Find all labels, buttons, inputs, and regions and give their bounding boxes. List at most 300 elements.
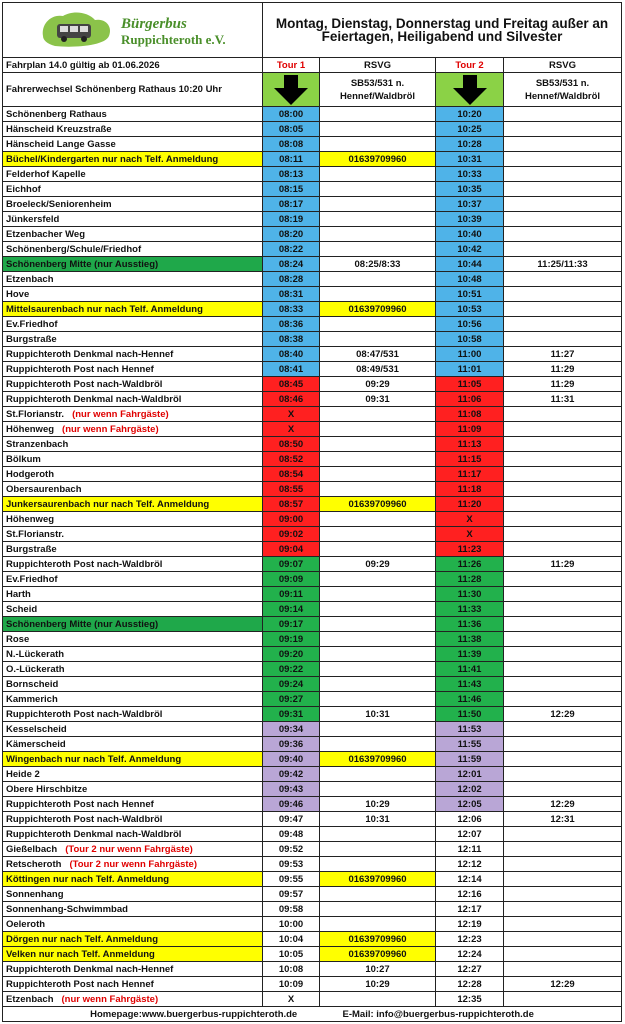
stop-name xyxy=(3,827,263,842)
tour1-time: 08:17 xyxy=(263,197,320,212)
stop-label: Obere Hirschbitze xyxy=(6,783,88,795)
table-row xyxy=(3,947,622,962)
stop-label: Ruppichteroth Post nach-Waldbröl xyxy=(6,708,163,720)
rsvg1-sub-line2: Hennef/Waldbröl xyxy=(339,90,416,102)
table-row xyxy=(3,152,622,167)
tour1-time: 08:55 xyxy=(263,482,320,497)
tour1-time: 09:58 xyxy=(263,902,320,917)
tour2-time: 12:07 xyxy=(436,827,504,842)
tour2-time: 12:24 xyxy=(436,947,504,962)
rsvg2-connection xyxy=(504,947,622,962)
table-row xyxy=(3,377,622,392)
rsvg1-connection xyxy=(320,272,436,287)
stop-label: Felderhof Kapelle xyxy=(6,168,86,180)
stop-label: Rose xyxy=(6,633,30,645)
table-row xyxy=(3,317,622,332)
tour1-time: 09:55 xyxy=(263,872,320,887)
table-row xyxy=(3,557,622,572)
tour2-time: 10:40 xyxy=(436,227,504,242)
rsvg1-connection xyxy=(320,692,436,707)
rsvg2-header: RSVG xyxy=(504,58,622,73)
tour1-arrow-cell xyxy=(263,73,320,107)
tour1-header: Tour 1 xyxy=(263,58,320,73)
stop-label: Bornscheid xyxy=(6,678,59,690)
stop-name xyxy=(3,347,263,362)
tour1-time: X xyxy=(263,422,320,437)
tour2-time: 10:37 xyxy=(436,197,504,212)
tour1-time: 09:04 xyxy=(263,542,320,557)
stop-label: Velken nur nach Telf. Anmeldung xyxy=(6,948,155,960)
stop-name xyxy=(3,332,263,347)
tour2-time: 11:06 xyxy=(436,392,504,407)
stop-name xyxy=(3,467,263,482)
rsvg2-connection xyxy=(504,407,622,422)
table-row xyxy=(3,362,622,377)
rsvg2-connection xyxy=(504,677,622,692)
tour2-time: 12:11 xyxy=(436,842,504,857)
tour1-time: 09:07 xyxy=(263,557,320,572)
stop-label: Burgstraße xyxy=(6,333,57,345)
table-row xyxy=(3,107,622,122)
tour2-time: 10:28 xyxy=(436,137,504,152)
stop-label: Hänscheid Kreuzstraße xyxy=(6,123,112,135)
tour1-time: 09:19 xyxy=(263,632,320,647)
stop-name xyxy=(3,527,263,542)
tour2-time: 12:14 xyxy=(436,872,504,887)
timetable xyxy=(2,2,622,1022)
stop-label: Ruppichteroth Denkmal nach-Waldbröl xyxy=(6,393,182,405)
rsvg2-connection xyxy=(504,482,622,497)
table-row xyxy=(3,182,622,197)
stop-label: Kämerscheid xyxy=(6,738,66,750)
rsvg1-connection xyxy=(320,632,436,647)
rsvg1-sub-line1: SB53/531 n. xyxy=(350,77,405,89)
tour1-time: 08:24 xyxy=(263,257,320,272)
stop-label: Ev.Friedhof xyxy=(6,318,58,330)
tour2-time: 11:26 xyxy=(436,557,504,572)
stop-name xyxy=(3,302,263,317)
rsvg2-connection xyxy=(504,452,622,467)
rsvg1-connection: 08:25/8:33 xyxy=(320,257,436,272)
rsvg1-connection: 08:47/531 xyxy=(320,347,436,362)
stop-label: Höhenweg xyxy=(6,513,55,525)
rsvg1-connection: 10:29 xyxy=(320,977,436,992)
table-row xyxy=(3,392,622,407)
stop-label: Hove xyxy=(6,288,30,300)
table-row xyxy=(3,302,622,317)
tour2-time: 10:31 xyxy=(436,152,504,167)
rsvg1-connection xyxy=(320,602,436,617)
rsvg2-connection xyxy=(504,182,622,197)
tour1-time: 09:47 xyxy=(263,812,320,827)
tour1-time: 08:08 xyxy=(263,137,320,152)
rsvg2-connection: 12:31 xyxy=(504,812,622,827)
table-row xyxy=(3,827,622,842)
stop-name xyxy=(3,572,263,587)
tour2-time: 11:43 xyxy=(436,677,504,692)
rsvg1-connection xyxy=(320,917,436,932)
tour1-time: 08:41 xyxy=(263,362,320,377)
stop-name xyxy=(3,602,263,617)
rsvg2-subheader xyxy=(504,73,622,107)
stop-label: Eichhof xyxy=(6,183,41,195)
tour1-time: 08:33 xyxy=(263,302,320,317)
stop-label: Ruppichteroth Post nach-Waldbröl xyxy=(6,558,163,570)
stop-label: Dörgen nur nach Telf. Anmeldung xyxy=(6,933,158,945)
stop-name xyxy=(3,902,263,917)
tour2-time: 12:01 xyxy=(436,767,504,782)
stop-name xyxy=(3,392,263,407)
rsvg2-connection xyxy=(504,302,622,317)
stop-name xyxy=(3,977,263,992)
stop-name xyxy=(3,287,263,302)
rsvg2-connection xyxy=(504,167,622,182)
stop-label: Heide 2 xyxy=(6,768,40,780)
rsvg2-connection: 12:29 xyxy=(504,977,622,992)
stop-note: (nur wenn Fahrgäste) xyxy=(62,423,159,435)
stop-name xyxy=(3,152,263,167)
tour1-time: 08:54 xyxy=(263,467,320,482)
stop-name xyxy=(3,992,263,1007)
rsvg1-connection xyxy=(320,842,436,857)
rsvg1-connection xyxy=(320,857,436,872)
stop-name xyxy=(3,512,263,527)
tour2-header: Tour 2 xyxy=(436,58,504,73)
stop-label: N.-Lückerath xyxy=(6,648,65,660)
tour1-time: 09:24 xyxy=(263,677,320,692)
tour2-arrow-cell xyxy=(436,73,504,107)
rsvg1-connection xyxy=(320,452,436,467)
tour2-time: 10:39 xyxy=(436,212,504,227)
stop-name xyxy=(3,452,263,467)
rsvg1-connection xyxy=(320,587,436,602)
tour2-time: 11:55 xyxy=(436,737,504,752)
buergerbus-logo-icon xyxy=(33,6,233,54)
stop-name xyxy=(3,767,263,782)
tour1-time: 09:00 xyxy=(263,512,320,527)
stop-name xyxy=(3,707,263,722)
rsvg2-connection xyxy=(504,602,622,617)
stop-name xyxy=(3,377,263,392)
table-row xyxy=(3,407,622,422)
tour1-time: 09:46 xyxy=(263,797,320,812)
rsvg1-connection xyxy=(320,107,436,122)
rsvg1-connection: 10:31 xyxy=(320,812,436,827)
tour1-time: 08:38 xyxy=(263,332,320,347)
stop-label: Kesselscheid xyxy=(6,723,67,735)
rsvg1-connection xyxy=(320,212,436,227)
rsvg2-connection xyxy=(504,722,622,737)
rsvg2-connection xyxy=(504,332,622,347)
tour1-time: 08:36 xyxy=(263,317,320,332)
tour2-time: 11:50 xyxy=(436,707,504,722)
rsvg2-connection xyxy=(504,137,622,152)
table-row xyxy=(3,272,622,287)
table-row xyxy=(3,212,622,227)
rsvg1-connection xyxy=(320,317,436,332)
table-row xyxy=(3,332,622,347)
tour2-time: 10:35 xyxy=(436,182,504,197)
stop-label: St.Florianstr. xyxy=(6,528,65,540)
table-row xyxy=(3,932,622,947)
stop-name xyxy=(3,677,263,692)
tour2-time: 10:53 xyxy=(436,302,504,317)
stop-label: Schönenberg Mitte (nur Ausstieg) xyxy=(6,618,159,630)
tour2-time: 12:16 xyxy=(436,887,504,902)
table-row xyxy=(3,257,622,272)
rsvg2-connection xyxy=(504,512,622,527)
tour2-time: 11:46 xyxy=(436,692,504,707)
rsvg2-connection: 11:29 xyxy=(504,377,622,392)
stop-label: Ruppichteroth Post nach Hennef xyxy=(6,363,154,375)
stop-label: Wingenbach nur nach Telf. Anmeldung xyxy=(6,753,182,765)
stop-label: Oeleroth xyxy=(6,918,46,930)
stop-name xyxy=(3,722,263,737)
stop-label: Schönenberg Mitte (nur Ausstieg) xyxy=(6,258,159,270)
stop-name xyxy=(3,617,263,632)
rsvg1-connection: 01639709960 xyxy=(320,872,436,887)
stop-label: Retscheroth xyxy=(6,858,62,870)
rsvg1-connection xyxy=(320,197,436,212)
tour2-time: 11:09 xyxy=(436,422,504,437)
stop-label: Ruppichteroth Denkmal nach-Hennef xyxy=(6,348,174,360)
stop-name xyxy=(3,587,263,602)
title-line2: Feiertagen, Heiligabend und Silvester xyxy=(321,29,563,44)
rsvg1-connection xyxy=(320,902,436,917)
stop-name xyxy=(3,857,263,872)
rsvg2-connection xyxy=(504,287,622,302)
tour1-time: 08:52 xyxy=(263,452,320,467)
tour2-time: 11:13 xyxy=(436,437,504,452)
tour1-time: 08:31 xyxy=(263,287,320,302)
table-row xyxy=(3,872,622,887)
tour2-time: 12:35 xyxy=(436,992,504,1007)
table-row xyxy=(3,812,622,827)
tour1-time: 09:34 xyxy=(263,722,320,737)
rsvg2-connection: 12:29 xyxy=(504,797,622,812)
stop-name xyxy=(3,122,263,137)
stop-label: Schönenberg Rathaus xyxy=(6,108,107,120)
tour1-time: 08:20 xyxy=(263,227,320,242)
table-row xyxy=(3,122,622,137)
rsvg2-connection xyxy=(504,212,622,227)
rsvg2-connection: 11:29 xyxy=(504,362,622,377)
stop-name xyxy=(3,167,263,182)
tour2-time: 10:25 xyxy=(436,122,504,137)
tour1-time: 09:53 xyxy=(263,857,320,872)
stop-name xyxy=(3,842,263,857)
table-row xyxy=(3,887,622,902)
rsvg2-connection xyxy=(504,872,622,887)
stop-label: Mittelsaurenbach nur nach Telf. Anmeldung xyxy=(6,303,203,315)
rsvg1-connection xyxy=(320,572,436,587)
table-row xyxy=(3,572,622,587)
rsvg2-connection xyxy=(504,542,622,557)
stop-label: Ruppichteroth Post nach-Waldbröl xyxy=(6,813,163,825)
stop-name xyxy=(3,272,263,287)
rsvg1-connection xyxy=(320,737,436,752)
table-row xyxy=(3,917,622,932)
stop-note: (nur wenn Fahrgäste) xyxy=(61,993,159,1005)
tour2-time: 10:33 xyxy=(436,167,504,182)
rsvg1-connection: 01639709960 xyxy=(320,932,436,947)
rsvg2-connection xyxy=(504,647,622,662)
table-row xyxy=(3,617,622,632)
tour1-time: 09:40 xyxy=(263,752,320,767)
tour2-time: 12:05 xyxy=(436,797,504,812)
down-arrow-icon xyxy=(271,74,311,106)
stop-label: Höhenweg xyxy=(6,423,55,435)
tour2-time: 11:53 xyxy=(436,722,504,737)
rsvg1-connection xyxy=(320,647,436,662)
table-row xyxy=(3,287,622,302)
stop-name xyxy=(3,437,263,452)
rsvg2-connection xyxy=(504,437,622,452)
tour2-time: 11:28 xyxy=(436,572,504,587)
tour2-time: 11:59 xyxy=(436,752,504,767)
rsvg1-connection: 09:29 xyxy=(320,377,436,392)
logo-text-line1: Bürgerbus xyxy=(120,16,187,32)
table-row xyxy=(3,482,622,497)
tour1-time: 08:00 xyxy=(263,107,320,122)
rsvg2-connection xyxy=(504,632,622,647)
rsvg1-connection: 10:31 xyxy=(320,707,436,722)
tour1-time: 08:50 xyxy=(263,437,320,452)
tour2-time: 11:18 xyxy=(436,482,504,497)
tour2-time: 10:42 xyxy=(436,242,504,257)
rsvg2-connection xyxy=(504,122,622,137)
tour1-time: 09:36 xyxy=(263,737,320,752)
tour1-time: 09:20 xyxy=(263,647,320,662)
rsvg2-connection xyxy=(504,932,622,947)
stop-name xyxy=(3,242,263,257)
tour1-time: 09:27 xyxy=(263,692,320,707)
logo xyxy=(6,3,259,57)
table-row xyxy=(3,902,622,917)
tour2-time: 11:01 xyxy=(436,362,504,377)
tour1-time: 09:42 xyxy=(263,767,320,782)
rsvg1-connection: 10:27 xyxy=(320,962,436,977)
rsvg1-connection: 01639709960 xyxy=(320,947,436,962)
tour1-time: 08:45 xyxy=(263,377,320,392)
rsvg1-connection xyxy=(320,437,436,452)
stop-name xyxy=(3,647,263,662)
rsvg2-connection xyxy=(504,107,622,122)
rsvg1-connection: 09:29 xyxy=(320,557,436,572)
rsvg1-connection: 01639709960 xyxy=(320,152,436,167)
tour1-time: 10:08 xyxy=(263,962,320,977)
tour1-time: 10:05 xyxy=(263,947,320,962)
stop-name xyxy=(3,812,263,827)
title-line1: Montag, Dienstag, Donnerstag und Freitag außer an xyxy=(275,16,609,31)
logo-text-line2: Ruppichteroth e.V. xyxy=(120,32,226,47)
stop-name xyxy=(3,317,263,332)
tour2-time: 10:58 xyxy=(436,332,504,347)
tour2-time: 11:17 xyxy=(436,467,504,482)
tour2-time: 10:48 xyxy=(436,272,504,287)
rsvg1-subheader xyxy=(320,73,436,107)
rsvg2-connection: 11:27 xyxy=(504,347,622,362)
stop-name xyxy=(3,782,263,797)
tour1-time: 10:00 xyxy=(263,917,320,932)
table-row xyxy=(3,167,622,182)
stop-label: Burgstraße xyxy=(6,543,57,555)
tour1-time: 09:17 xyxy=(263,617,320,632)
rsvg1-connection xyxy=(320,887,436,902)
plan-version: Fahrplan 14.0 gültig ab 01.06.2026 xyxy=(3,58,263,73)
tour1-time: 10:04 xyxy=(263,932,320,947)
stop-name xyxy=(3,872,263,887)
table-row xyxy=(3,722,622,737)
rsvg1-connection xyxy=(320,422,436,437)
stop-label: Hodgeroth xyxy=(6,468,55,480)
stop-name xyxy=(3,932,263,947)
table-row xyxy=(3,452,622,467)
tour2-time: 10:44 xyxy=(436,257,504,272)
tour1-time: 08:22 xyxy=(263,242,320,257)
table-row xyxy=(3,497,622,512)
tour2-time: 11:15 xyxy=(436,452,504,467)
table-row xyxy=(3,242,622,257)
stop-note: (nur wenn Fahrgäste) xyxy=(72,408,169,420)
table-row xyxy=(3,137,622,152)
stop-label: Ruppichteroth Denkmal nach-Hennef xyxy=(6,963,174,975)
tour1-time: 09:14 xyxy=(263,602,320,617)
rsvg1-connection xyxy=(320,992,436,1007)
rsvg2-connection xyxy=(504,587,622,602)
stop-name xyxy=(3,197,263,212)
table-row xyxy=(3,737,622,752)
rsvg2-connection xyxy=(504,767,622,782)
timetable-sheet xyxy=(2,2,621,1022)
tour2-time: 12:23 xyxy=(436,932,504,947)
tour2-time: 12:02 xyxy=(436,782,504,797)
stop-label: Etzenbach xyxy=(6,993,54,1005)
logo-cell xyxy=(3,3,263,58)
rsvg1-connection xyxy=(320,662,436,677)
table-row xyxy=(3,977,622,992)
tour2-time: 11:30 xyxy=(436,587,504,602)
tour2-time: 12:06 xyxy=(436,812,504,827)
rsvg2-connection xyxy=(504,617,622,632)
rsvg2-connection xyxy=(504,572,622,587)
tour2-time: 10:20 xyxy=(436,107,504,122)
tour2-time: X xyxy=(436,512,504,527)
table-row xyxy=(3,677,622,692)
table-row xyxy=(3,422,622,437)
rsvg2-connection xyxy=(504,752,622,767)
timetable-rows xyxy=(3,107,622,1007)
rsvg1-connection xyxy=(320,122,436,137)
rsvg2-connection xyxy=(504,317,622,332)
stop-label: Junkersaurenbach nur nach Telf. Anmeldung xyxy=(6,498,210,510)
stop-label: Ruppichteroth Post nach Hennef xyxy=(6,978,154,990)
stop-label: O.-Lückerath xyxy=(6,663,65,675)
table-row xyxy=(3,692,622,707)
tour2-time: 12:12 xyxy=(436,857,504,872)
stop-name xyxy=(3,497,263,512)
stop-name xyxy=(3,107,263,122)
rsvg1-connection: 01639709960 xyxy=(320,302,436,317)
page-title xyxy=(263,3,622,58)
stop-label: Sonnenhang-Schwimmbad xyxy=(6,903,128,915)
stop-name xyxy=(3,182,263,197)
stop-name xyxy=(3,632,263,647)
tour1-time: 08:05 xyxy=(263,122,320,137)
stop-label: Gießelbach xyxy=(6,843,58,855)
stop-note: (Tour 2 nur wenn Fahrgäste) xyxy=(65,843,193,855)
stop-label: Etzenbacher Weg xyxy=(6,228,86,240)
